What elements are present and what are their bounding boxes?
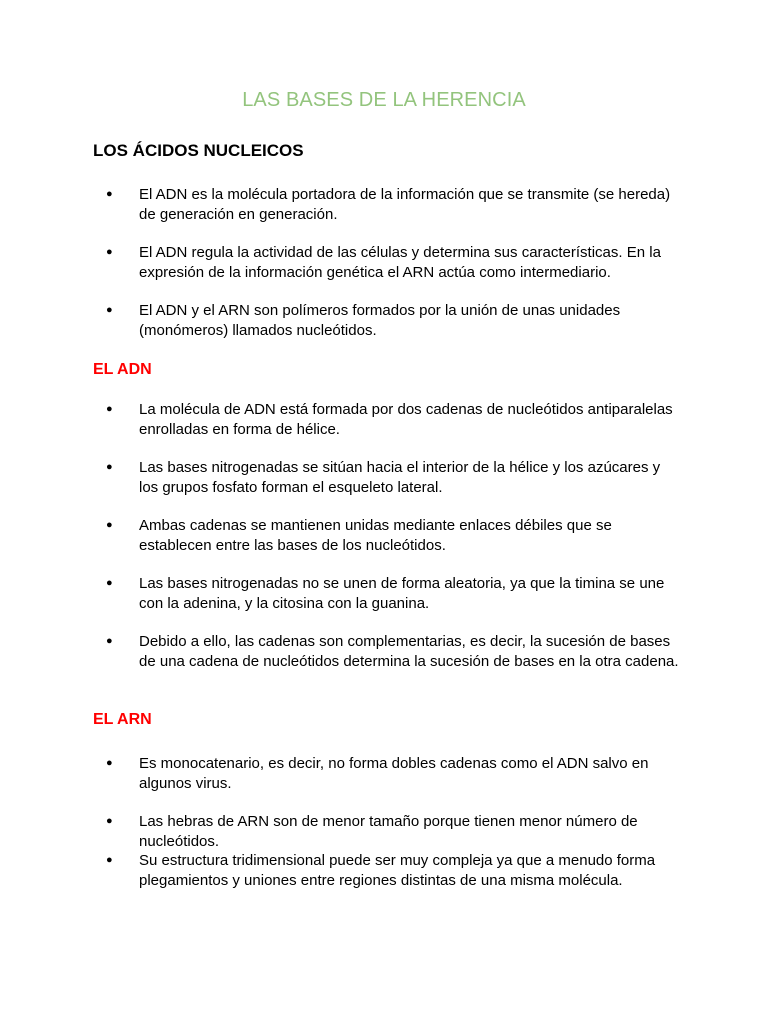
list-item-text: Su estructura tridimensional puede ser muy compleja ya que a menudo forma plegamientos y uniones entre regiones distintas de una misma molécula. (139, 852, 656, 889)
bullet-icon: ● (106, 519, 113, 531)
bullet-icon: ● (106, 577, 113, 589)
bullet-list-acidos-nucleicos (93, 185, 683, 340)
list-item (93, 458, 683, 497)
heading-el-adn: EL ADN (93, 361, 152, 378)
list-item (93, 812, 683, 851)
list-item-text: La molécula de ADN está formada por dos cadenas de nucleótidos antiparalelas enrolladas en forma de hélice. (139, 401, 673, 438)
list-item (93, 632, 683, 671)
bullet-icon: ● (106, 304, 113, 316)
list-item-text: Las hebras de ARN son de menor tamaño porque tienen menor número de nucleótidos. (139, 813, 638, 850)
list-item-text: El ADN regula la actividad de las células y determina sus características. En la expresión de la información genética el ARN actúa como intermediario. (139, 244, 661, 281)
list-item (93, 243, 683, 282)
bullet-icon: ● (106, 854, 113, 866)
list-item (93, 754, 683, 793)
bullet-icon: ● (106, 757, 113, 769)
heading-el-arn: EL ARN (93, 711, 152, 728)
document-title: LAS BASES DE LA HERENCIA (242, 89, 526, 111)
list-item-text: El ADN y el ARN son polímeros formados por la unión de unas unidades (monómeros) llamados nucleótidos. (139, 302, 621, 339)
list-item (93, 400, 683, 439)
bullet-icon: ● (106, 403, 113, 415)
bullet-list-el-adn (93, 400, 683, 671)
list-item-text: Es monocatenario, es decir, no forma dobles cadenas como el ADN salvo en algunos virus. (139, 755, 649, 792)
list-item-text: Las bases nitrogenadas se sitúan hacia el interior de la hélice y los azúcares y los grupos fosfato forman el esqueleto lateral. (139, 459, 661, 496)
bullet-icon: ● (106, 815, 113, 827)
list-item (93, 516, 683, 555)
list-item (93, 301, 683, 340)
bullet-icon: ● (106, 635, 113, 647)
list-item-text: Ambas cadenas se mantienen unidas mediante enlaces débiles que se establecen entre las bases de los nucleótidos. (139, 517, 612, 554)
bullet-icon: ● (106, 188, 113, 200)
bullet-list-el-arn (93, 754, 683, 890)
bullet-icon: ● (106, 246, 113, 258)
heading-acidos-nucleicos: LOS ÁCIDOS NUCLEICOS (93, 141, 304, 160)
list-item-text: El ADN es la molécula portadora de la información que se transmite (se hereda) de generación en generación. (139, 186, 671, 223)
list-item (93, 574, 683, 613)
list-item (93, 851, 683, 890)
bullet-icon: ● (106, 461, 113, 473)
list-item (93, 185, 683, 224)
list-item-text: Las bases nitrogenadas no se unen de forma aleatoria, ya que la timina se une con la adenina, y la citosina con la guanina. (139, 575, 665, 612)
list-item-text: Debido a ello, las cadenas son complementarias, es decir, la sucesión de bases de una cadena de nucleótidos determina la sucesión de bases en la otra cadena. (139, 633, 679, 670)
